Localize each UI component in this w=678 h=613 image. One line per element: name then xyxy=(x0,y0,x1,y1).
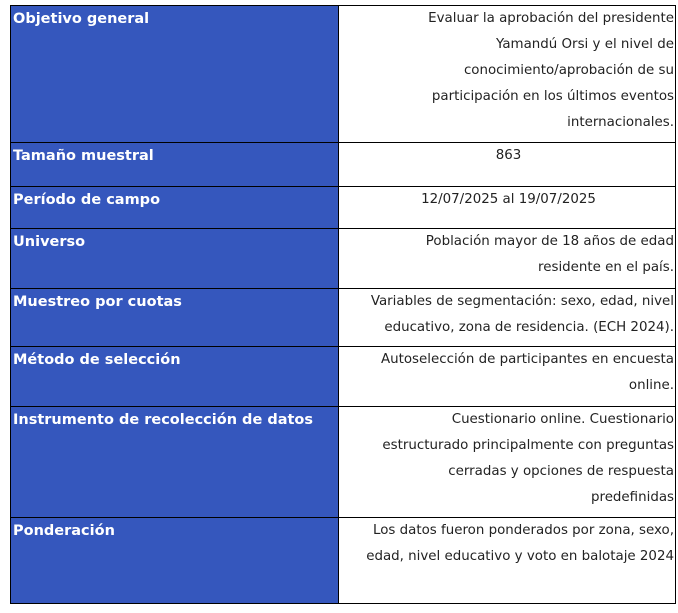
table-row xyxy=(11,289,676,347)
row-label: Universo xyxy=(11,229,339,289)
value-line: residente en el país. xyxy=(538,260,674,275)
table-row xyxy=(11,407,676,518)
value-line: Variables de segmentación: sexo, edad, nivel xyxy=(370,294,674,309)
value-line: edad, nivel educativo y voto en balotaje 2024 xyxy=(366,549,674,564)
row-value xyxy=(339,347,676,407)
row-label: Período de campo xyxy=(11,187,339,229)
value-line: estructurado principalmente con preguntas xyxy=(382,438,674,453)
row-label: Instrumento de recolección de datos xyxy=(11,407,339,518)
value-line: Población mayor de 18 años de edad xyxy=(425,234,674,249)
value-line: cerradas y opciones de respuesta xyxy=(448,464,674,479)
value-line: conocimiento/aprobación de su xyxy=(463,63,674,78)
table-row xyxy=(11,347,676,407)
row-label: Tamaño muestral xyxy=(11,143,339,187)
value-line: Yamandú Orsi y el nivel de xyxy=(496,37,674,52)
row-value xyxy=(339,6,676,143)
value-line: Autoselección de participantes en encuesta xyxy=(380,352,674,367)
row-value xyxy=(339,187,676,229)
value-line: 863 xyxy=(495,148,522,163)
row-label: Objetivo general xyxy=(11,6,339,143)
row-value xyxy=(339,518,676,604)
table-row xyxy=(11,187,676,229)
value-line: Los datos fueron ponderados por zona, sexo, xyxy=(373,523,674,538)
value-line: online. xyxy=(628,378,674,393)
row-label: Ponderación xyxy=(11,518,339,604)
table-row xyxy=(11,143,676,187)
value-line: participación en los últimos eventos xyxy=(431,89,674,104)
row-value xyxy=(339,229,676,289)
row-value xyxy=(339,143,676,187)
row-label: Método de selección xyxy=(11,347,339,407)
value-line: 12/07/2025 al 19/07/2025 xyxy=(421,192,596,207)
table-row xyxy=(11,229,676,289)
value-line: predefinidas xyxy=(590,490,674,505)
row-label: Muestreo por cuotas xyxy=(11,289,339,347)
value-line: educativo, zona de residencia. (ECH 2024). xyxy=(384,320,674,335)
row-value xyxy=(339,289,676,347)
table-row xyxy=(11,6,676,143)
table-row xyxy=(11,518,676,604)
methodology-table xyxy=(10,5,676,604)
value-line: Cuestionario online. Cuestionario xyxy=(451,412,674,427)
value-line: internacionales. xyxy=(567,115,674,130)
row-value xyxy=(339,407,676,518)
value-line: Evaluar la aprobación del presidente xyxy=(428,11,674,26)
